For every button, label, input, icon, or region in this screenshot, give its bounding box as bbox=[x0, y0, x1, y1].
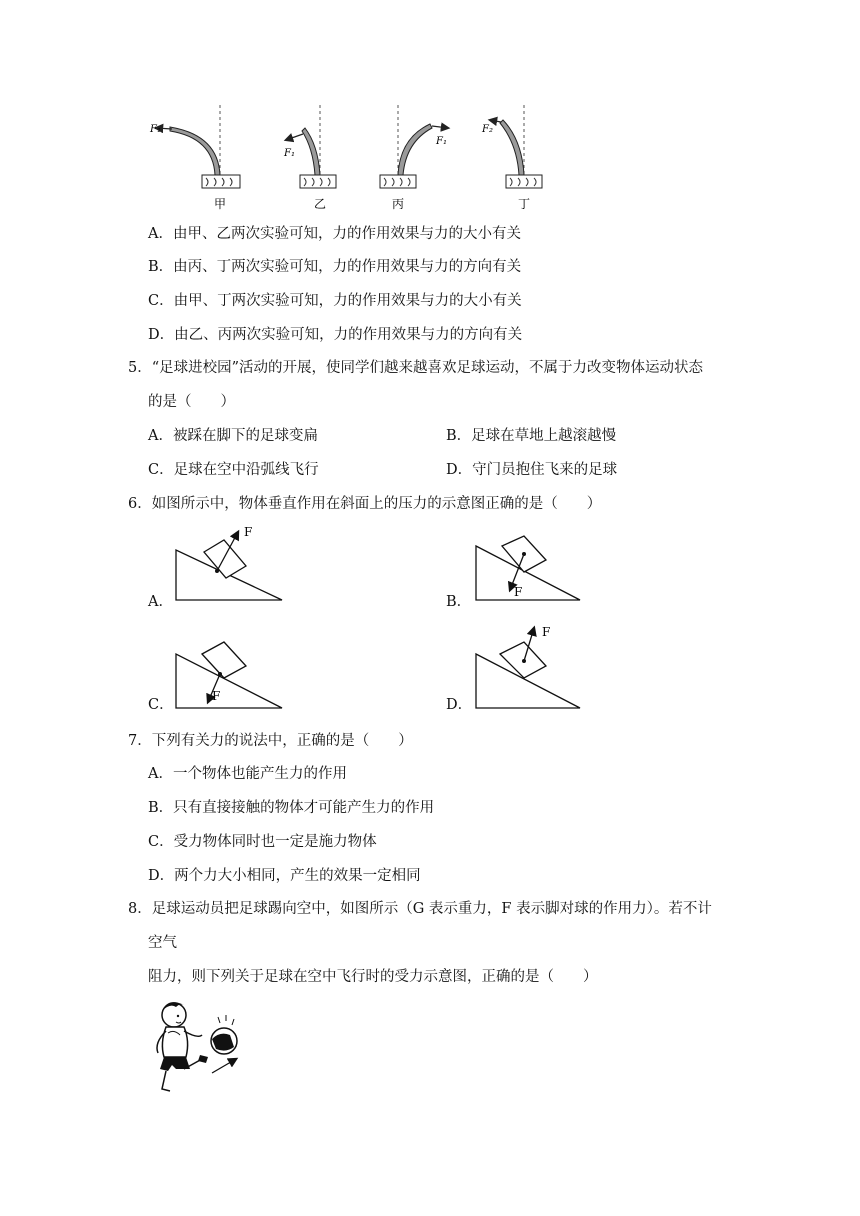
panel-bing bbox=[380, 105, 448, 211]
soccer-player-figure bbox=[150, 995, 250, 1105]
q6-stem: 6．如图所示中，物体垂直作用在斜面上的压力的示意图正确的是（ ） bbox=[128, 496, 602, 512]
q6-option-a-letter: A． bbox=[148, 594, 173, 610]
force-label: F₂ bbox=[482, 124, 493, 135]
q7-stem: 7．下列有关力的说法中，正确的是（ ） bbox=[128, 733, 413, 749]
force-label: F bbox=[514, 585, 523, 599]
q5-stem-cont: 的是（ ） bbox=[148, 394, 235, 410]
panel-label: 甲 bbox=[213, 197, 227, 211]
force-label: F bbox=[212, 689, 221, 703]
ruler-bending-svg bbox=[140, 100, 560, 220]
q6-option-d-figure bbox=[470, 620, 590, 712]
panel-yi bbox=[283, 105, 336, 211]
q6-option-b-figure bbox=[470, 520, 590, 605]
panel-jia bbox=[149, 105, 240, 211]
q8-stem: 8．足球运动员把足球踢向空中，如图所示（G 表示重力，F 表示脚对球的作用力）。若不计 bbox=[128, 901, 712, 917]
force-label: F bbox=[542, 625, 551, 639]
q4-option-b: B．由丙、丁两次实验可知，力的作用效果与力的方向有关 bbox=[148, 259, 522, 275]
q4-option-a: A．由甲、乙两次实验可知，力的作用效果与力的大小有关 bbox=[148, 226, 521, 242]
q6-option-d-letter: D． bbox=[446, 697, 473, 713]
q8-stem-cont2: 阻力，则下列关于足球在空中飞行时的受力示意图，正确的是（ ） bbox=[148, 969, 598, 985]
q6-option-b-letter: B． bbox=[446, 594, 472, 610]
q6-option-c-figure bbox=[170, 628, 290, 713]
q5-stem: 5．“足球进校园”活动的开展，使同学们越来越喜欢足球运动，不属于力改变物体运动状态 bbox=[128, 360, 704, 376]
q4-option-d: D．由乙、丙两次实验可知，力的作用效果与力的方向有关 bbox=[148, 327, 523, 343]
panel-label: 丙 bbox=[391, 197, 405, 211]
q6-option-a-figure bbox=[170, 520, 290, 605]
panel-label: 丁 bbox=[517, 197, 531, 211]
ruler-bending-figure bbox=[140, 100, 560, 220]
force-label: F₁ bbox=[150, 124, 161, 135]
q7-option-c: C．受力物体同时也一定是施力物体 bbox=[148, 834, 377, 850]
q5-option-b: B．足球在草地上越滚越慢 bbox=[446, 428, 617, 444]
q8-stem-cont: 空气 bbox=[148, 935, 177, 951]
panel-label: 乙 bbox=[313, 197, 327, 211]
q7-option-b: B．只有直接接触的物体才可能产生力的作用 bbox=[148, 800, 435, 816]
q5-option-c: C．足球在空中沿弧线飞行 bbox=[148, 462, 319, 478]
force-label: F bbox=[244, 525, 253, 539]
q5-option-a: A．被踩在脚下的足球变扁 bbox=[148, 428, 318, 444]
q6-option-c-letter: C． bbox=[148, 697, 174, 713]
force-label: F₁ bbox=[436, 136, 447, 147]
q5-option-d: D．守门员抱住飞来的足球 bbox=[446, 462, 618, 478]
q7-option-d: D．两个力大小相同，产生的效果一定相同 bbox=[148, 868, 421, 884]
q4-option-c: C．由甲、丁两次实验可知，力的作用效果与力的大小有关 bbox=[148, 293, 522, 309]
q7-option-a: A．一个物体也能产生力的作用 bbox=[148, 766, 347, 782]
panel-ding bbox=[481, 105, 542, 211]
force-label: F₁ bbox=[284, 148, 295, 159]
